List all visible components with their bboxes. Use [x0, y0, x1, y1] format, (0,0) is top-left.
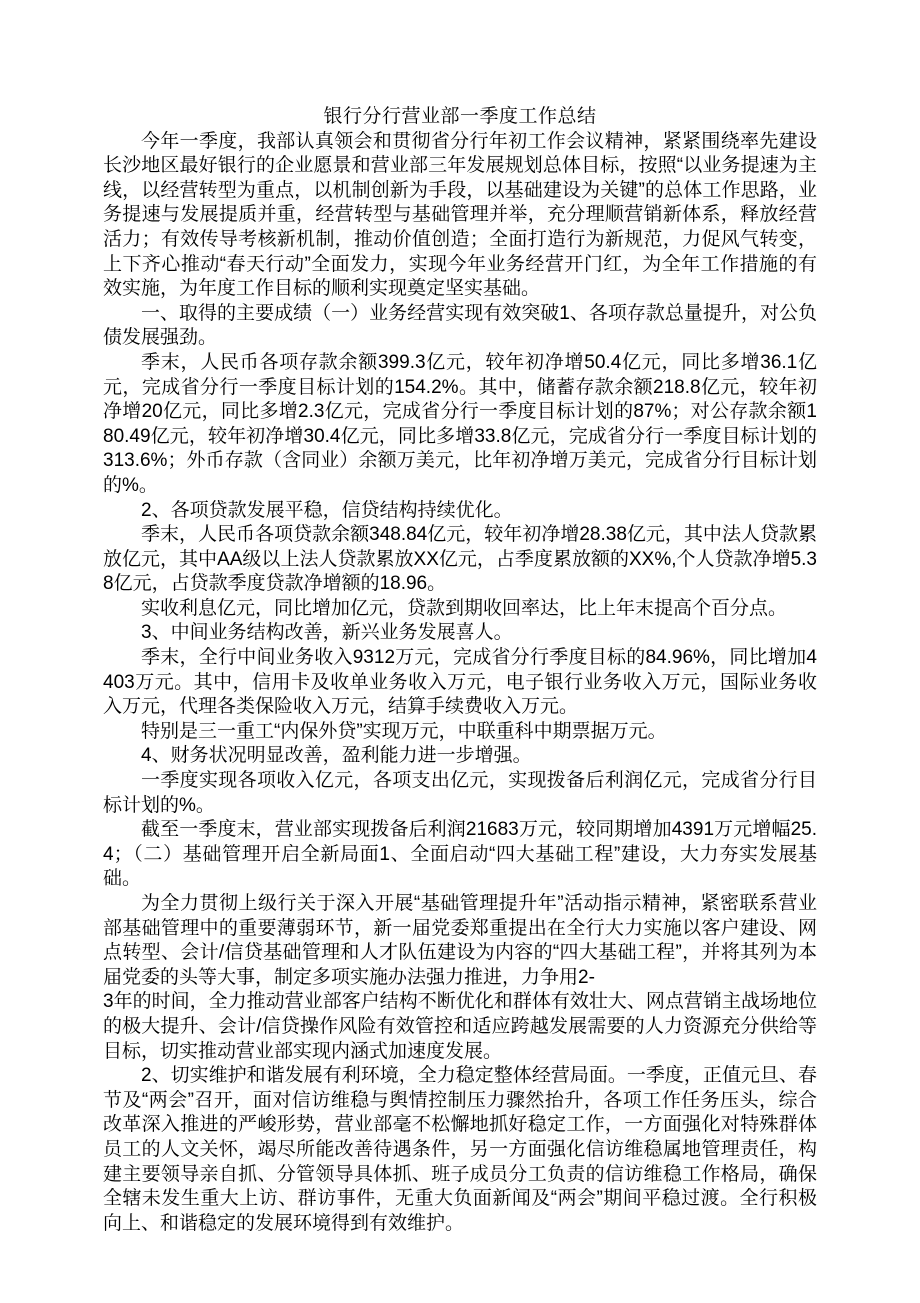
- paragraph: 3年的时间，全力推动营业部客户结构不断优化和群体有效壮大、网点营销主战场地位的极大提升、会计/信贷操作风险有效管控和适应跨越发展需要的人力资源充分供给等目标，切实推动营业部实现内涵式加速度发展。: [103, 991, 817, 1062]
- paragraph: 为全力贯彻上级行关于深入开展“基础管理提升年”活动指示精神，紧密联系营业部基础管理中的重要薄弱环节，新一届党委郑重提出在全行大力实施以客户建设、网点转型、会计/信贷基础管理和人才队伍建设为内容的“四大基础工程”，并将其列为本届党委的头等大事，制定多项实施办法强力推进，力争用2-: [103, 893, 817, 988]
- paragraph: 一、取得的主要成绩（一）业务经营实现有效突破1、各项存款总量提升，对公负债发展强劲。: [103, 302, 817, 349]
- paragraph: 2、切实维护和谐发展有利环境，全力稳定整体经营局面。一季度，正值元旦、春节及“两会”召开，面对信访维稳与舆情控制压力骤然抬升，各项工作任务压头，综合改革深入推进的严峻形势，营业部毫不松懈地抓好稳定工作，一方面强化对特殊群体员工的人文关怀，竭尽所能改善待遇条件，另一方面强化信访维稳属地管理责任，构建主要领导亲自抓、分管领导具体抓、班子成员分工负责的信访维稳工作格局，确保全辖未发生重大上访、群访事件，无重大负面新闻及“两会”期间平稳过渡。全行积极向上、和谐稳定的发展环境得到有效维护。: [103, 1065, 817, 1234]
- paragraph: 今年一季度，我部认真领会和贯彻省分行年初工作会议精神，紧紧围绕率先建设长沙地区最好银行的企业愿景和营业部三年发展规划总体目标，按照“以业务提速为主线，以经营转型为重点，以机制创新为手段，以基础建设为关键”的总体工作思路，业务提速与发展提质并重，经营转型与基础管理并举，充分理顺营销新体系，释放经营活力；有效传导考核新机制，推动价值创造；全面打造行为新规范，力促风气转变，上下齐心推动“春天行动”全面发力，实现今年业务经营开门红，为全年工作措施的有效实施，为年度工作目标的顺利实现奠定坚实基础。: [103, 130, 817, 300]
- document-body: [103, 130, 817, 1237]
- paragraph: 4、财务状况明显改善，盈利能力进一步增强。: [141, 745, 532, 767]
- paragraph: 实收利息亿元，同比增加亿元，贷款到期收回率达，比上年末提高个百分点。: [141, 597, 788, 619]
- paragraph: 特别是三一重工“内保外贷”实现万元，中联重科中期票据万元。: [141, 720, 667, 742]
- paragraph: 季末，人民币各项存款余额399.3亿元，较年初净增50.4亿元，同比多增36.1亿元，完成省分行一季度目标计划的154.2%。其中，储蓄存款余额218.8亿元，较年初净增20亿元，同比多增2.3亿元，完成省分行一季度目标计划的87%；对公存款余额180.49亿元，较年初净增30.4亿元，同比多增33.8亿元，完成省分行一季度目标计划的313.6%；外币存款（含同业）余额万美元，比年初净增万美元，完成省分行目标计划的%。: [103, 351, 817, 496]
- paragraph: 3、中间业务结构改善，新兴业务发展喜人。: [141, 622, 513, 644]
- document-title: 银行分行营业部一季度工作总结: [323, 106, 597, 127]
- paragraph: 一季度实现各项收入亿元，各项支出亿元，实现拨备后利润亿元，完成省分行目标计划的%。: [103, 770, 817, 816]
- paragraph: 季末，人民币各项贷款余额348.84亿元，较年初净增28.38亿元，其中法人贷款累放亿元，其中AA级以上法人贷款累放XX亿元，占季度累放额的XX%,个人贷款净增5.38亿元，占贷款季度贷款净增额的18.96。: [103, 524, 817, 595]
- paragraph: 季末，全行中间业务收入9312万元，完成省分行季度目标的84.96%，同比增加4403万元。其中，信用卡及收单业务收入万元，电子银行业务收入万元，国际业务收入万元，代理各类保险收入万元，结算手续费收入万元。: [103, 647, 817, 718]
- paragraph: 截至一季度末，营业部实现拨备后利润21683万元，较同期增加4391万元增幅25.4；（二）基础管理开启全新局面1、全面启动“四大基础工程”建设，大力夯实发展基础。: [103, 819, 817, 890]
- paragraph: 2、各项贷款发展平稳，信贷结构持续优化。: [141, 499, 513, 521]
